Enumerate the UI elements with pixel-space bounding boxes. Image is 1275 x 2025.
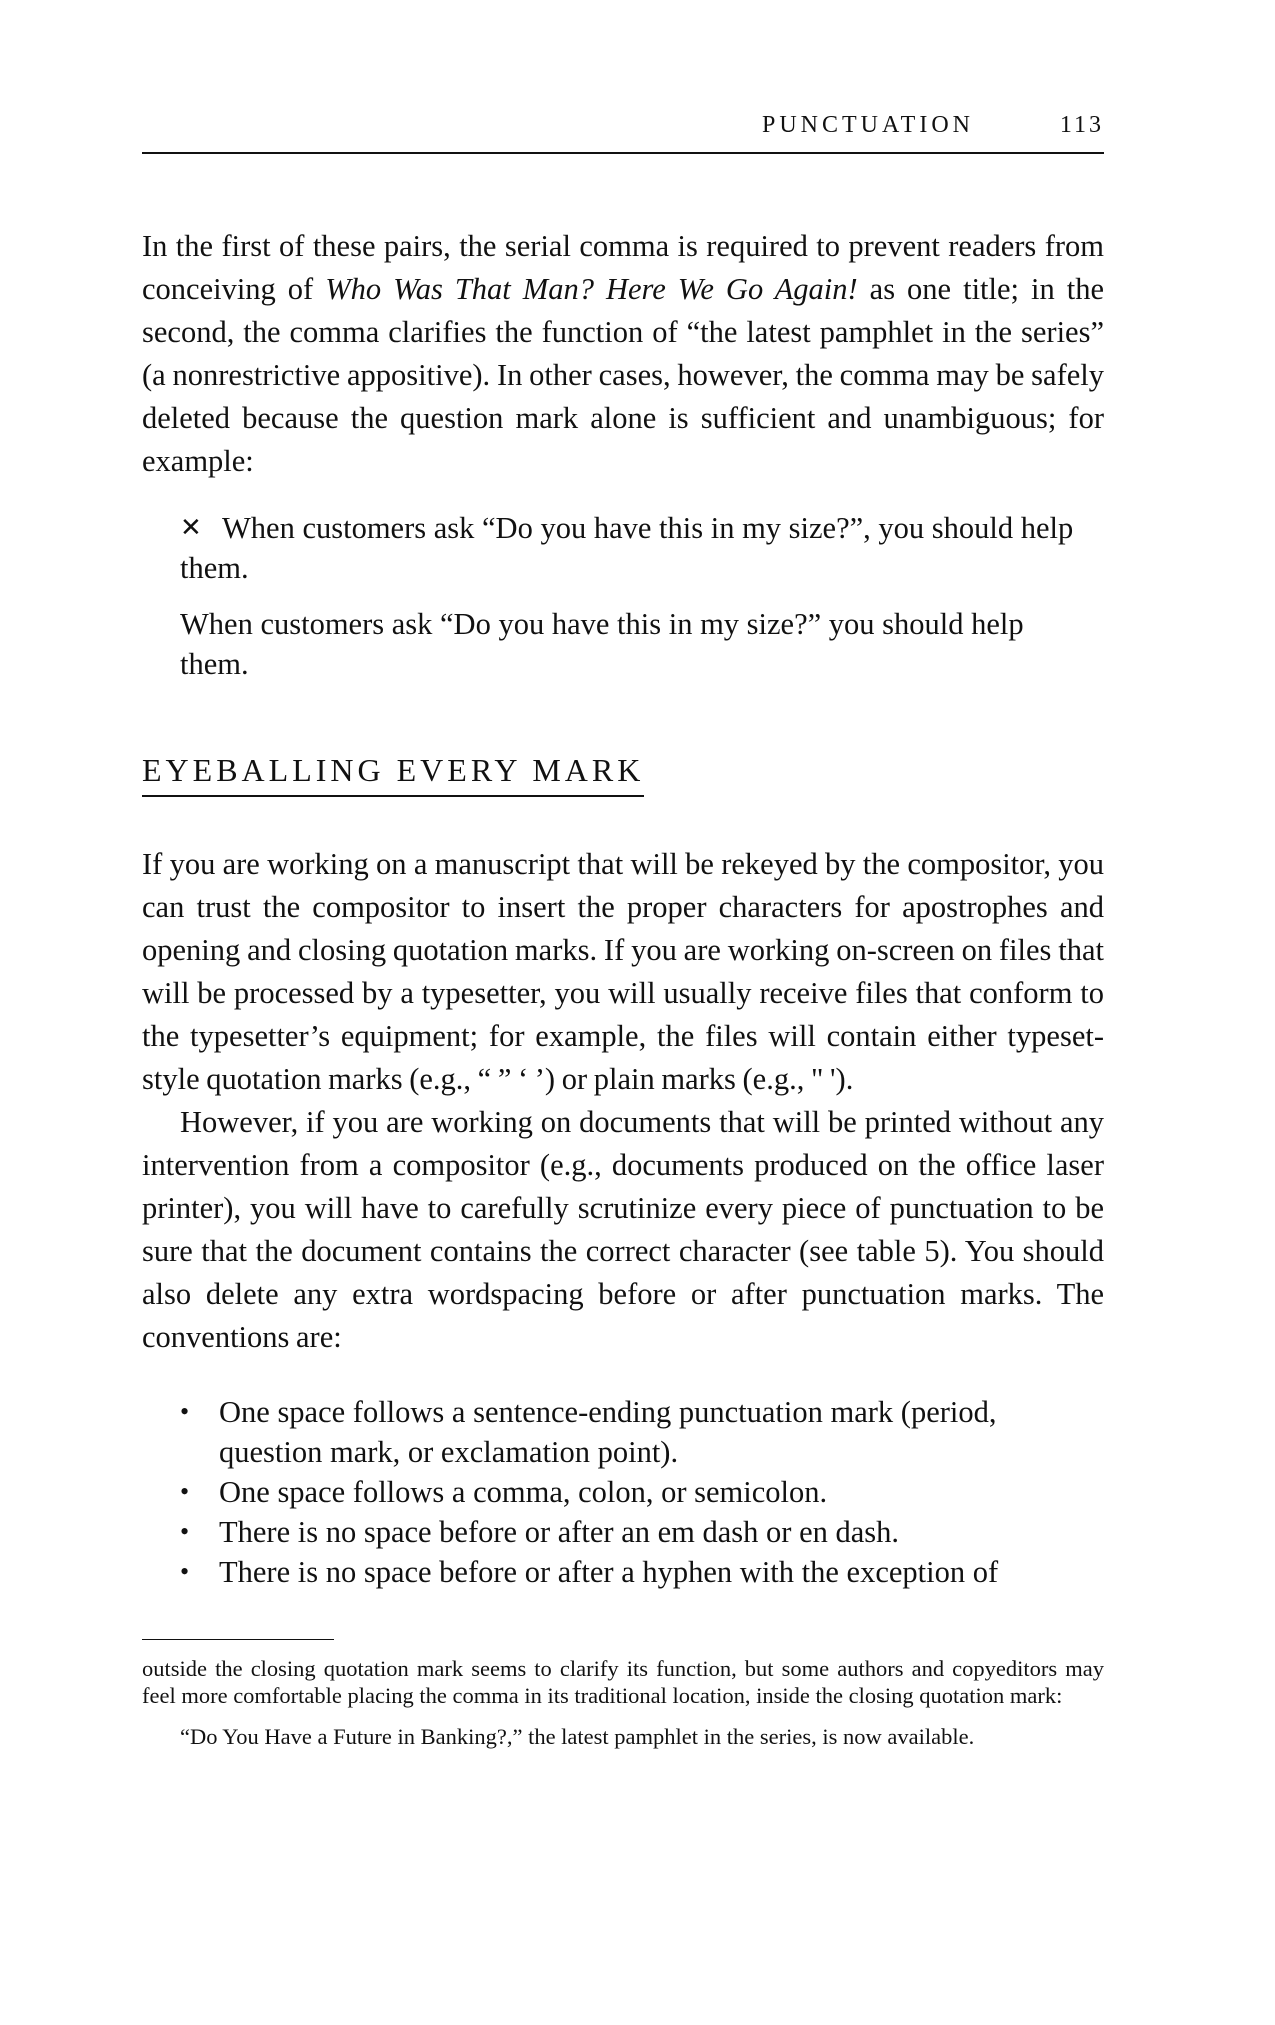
incorrect-example (180, 508, 1080, 588)
page-number: 113 (1059, 112, 1104, 138)
example-block (180, 508, 1080, 684)
intro-text-b: as one title; in the second, the comma clarifies the function of “the latest pamphlet in the series” (a nonrestrictive appositive). In other cases, however, the comma may be safely deleted because the question mark alone is sufficient and unambiguous; for example: (142, 272, 1104, 478)
bullet-icon: • (180, 1397, 190, 1426)
correct-example-text: When customers ask “Do you have this in my size?” you should help them. (180, 607, 1024, 681)
list-item-text: One space follows a comma, colon, or semicolon. (219, 1475, 828, 1509)
incorrect-x-icon: ✕ (180, 513, 202, 542)
bullet-icon: • (180, 1557, 190, 1586)
section-body (142, 843, 1104, 1359)
intro-italic-title: Who Was That Man? Here We Go Again! (325, 272, 858, 306)
body-paragraph-2: However, if you are working on documents that will be printed without any intervention from a compositor (e.g., documents produced on the office laser printer), you will have to carefully scrutinize every piece of punctuation to be sure that the document contains the correct character (see table 5). You should also delete any extra wordspacing before or after punctuation marks. The conventions are: (142, 1105, 1104, 1354)
footnote (142, 1655, 1104, 1750)
footnote-quote: “Do You Have a Future in Banking?,” the latest pamphlet in the series, is now available. (180, 1724, 975, 1749)
bullet-icon: • (180, 1517, 190, 1546)
correct-example (180, 604, 1080, 684)
intro-paragraph (142, 225, 1104, 483)
intro-text-a: In the first of these pairs, the serial comma is required to prevent readers from conceiving of (142, 229, 1104, 306)
list-item (178, 1392, 1078, 1472)
footnote-divider (142, 1639, 334, 1640)
bullet-icon: • (180, 1477, 190, 1506)
conventions-list (178, 1392, 1078, 1592)
list-item (178, 1552, 1078, 1592)
body-paragraph-1: If you are working on a manuscript that will be rekeyed by the compositor, you can trust the compositor to insert the proper characters for apostrophes and opening and closing quotation marks. If you are working on-screen on files that will be processed by a typesetter, you will usually receive files that conform to the typesetter’s equipment; for example, the files will contain either typeset-style quotation marks (e.g., “ ” ‘ ’) or plain marks (e.g., " '). (142, 847, 1104, 1096)
list-item-text: There is no space before or after an em dash or en dash. (219, 1515, 900, 1549)
running-head (142, 108, 1104, 154)
running-head-title: PUNCTUATION (762, 112, 974, 138)
footnote-text: outside the closing quotation mark seems to clarify its function, but some authors and copyeditors may feel more comfortable placing the comma in its traditional location, inside the closing quotation mark: (142, 1656, 1104, 1708)
incorrect-example-text: When customers ask “Do you have this in my size?”, you should help them. (180, 511, 1074, 585)
list-item (178, 1472, 1078, 1512)
list-item-text: One space follows a sentence-ending punctuation mark (period, question mark, or exclamation point). (219, 1395, 997, 1469)
list-item (178, 1512, 1078, 1552)
intro-paragraph-block (142, 225, 1104, 483)
list-item-text: There is no space before or after a hyphen with the exception of (219, 1555, 999, 1589)
section-heading: EYEBALLING EVERY MARK (142, 752, 644, 797)
